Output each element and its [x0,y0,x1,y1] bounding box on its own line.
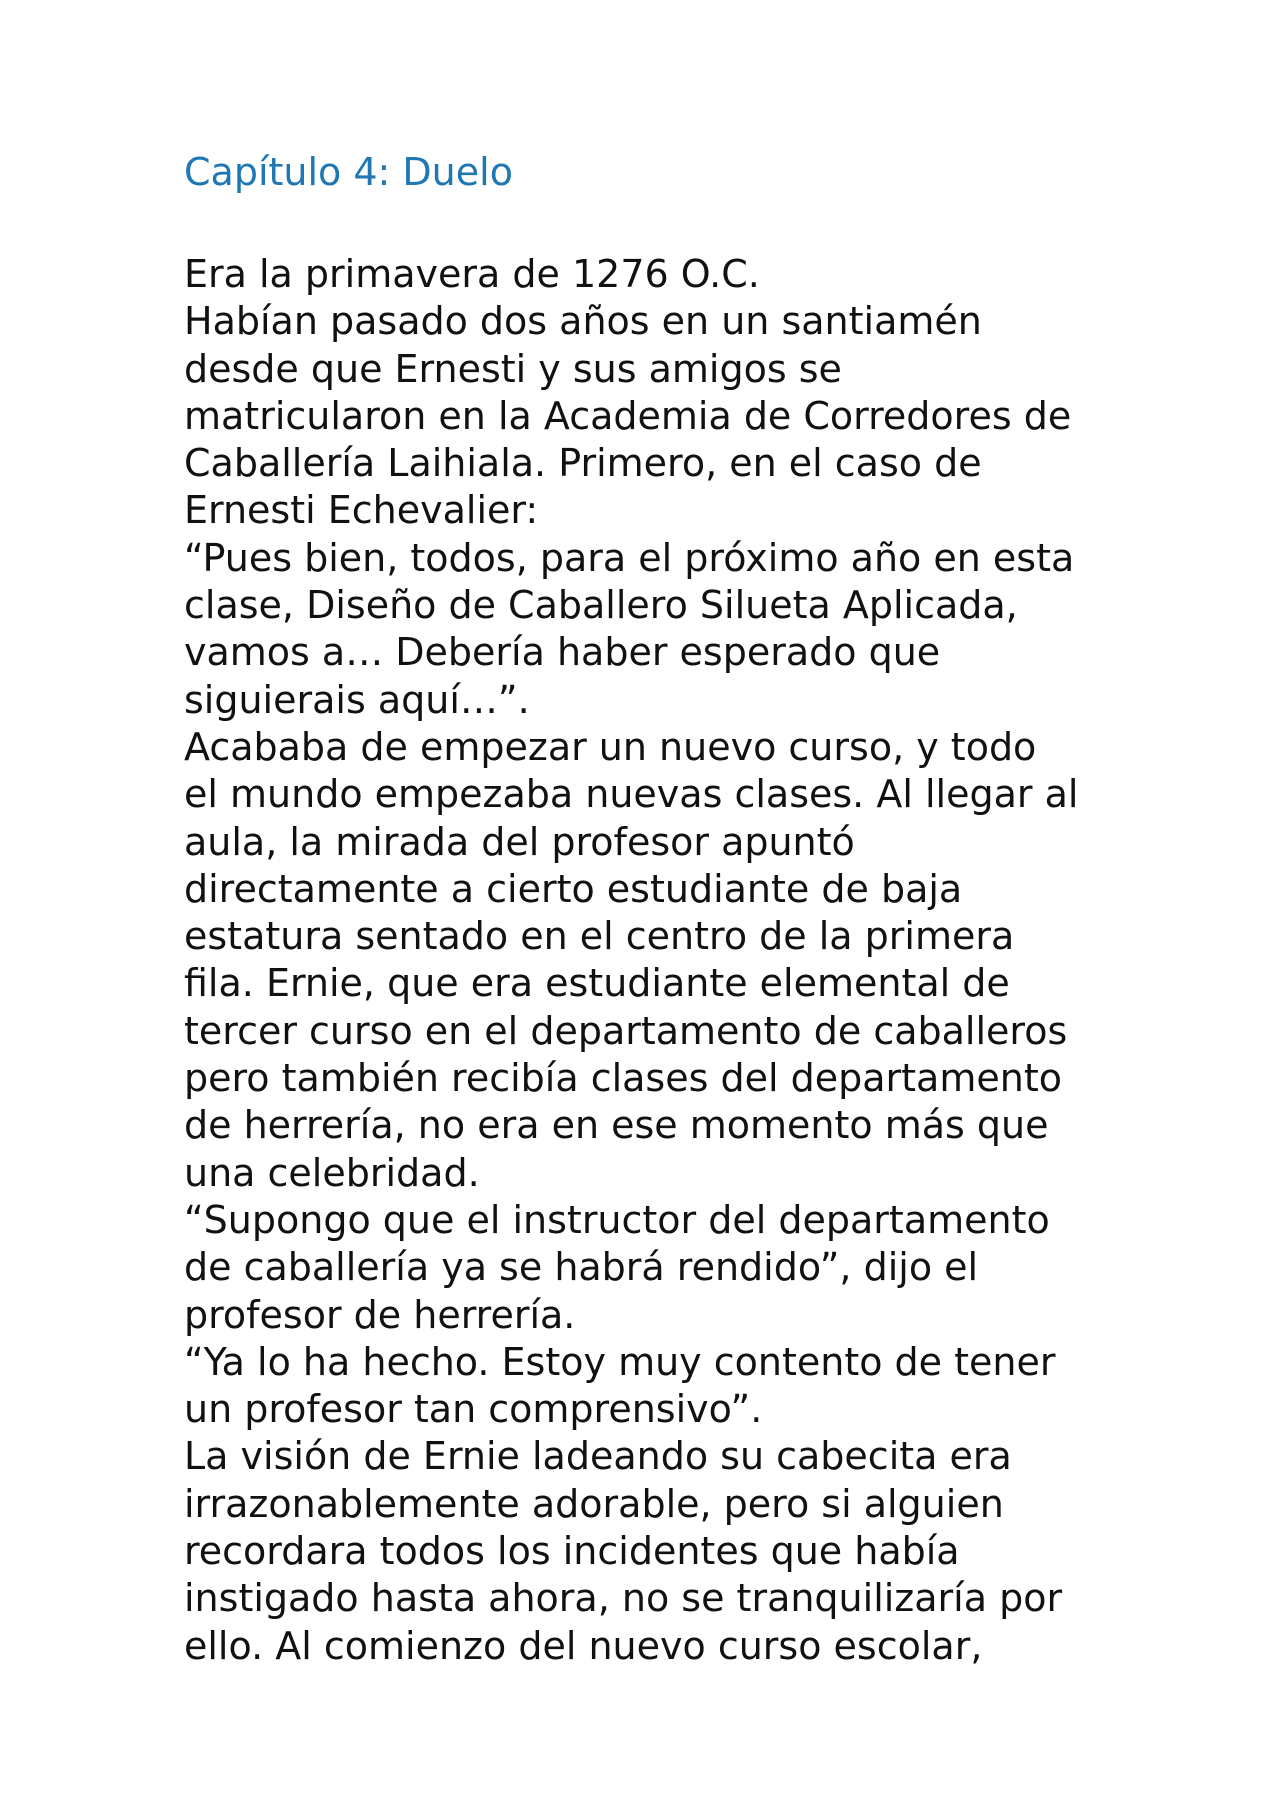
text-line: desde que Ernesti y sus amigos se [184,346,842,391]
text-line: Habían pasado dos años en un santiamén [184,299,982,344]
text-line: Caballería Laihiala. Primero, en el caso de [184,441,982,486]
text-line: irrazonablemente adorable, pero si alguien [184,1481,1004,1526]
text-line: Era la primavera de 1276 O.C. [184,252,760,296]
text-line: Ernesti Echevalier: [184,488,539,533]
text-line: matricularon en la Academia de Corredores de [184,393,1072,438]
text-line: de herrería, no era en ese momento más que [184,1103,1049,1148]
body-text [184,251,1124,1670]
text-line: instigado hasta ahora, no se tranquilizaría por [184,1576,1063,1621]
text-line: “Supongo que el instructor del departamento [184,1197,1050,1242]
text-line: ello. Al comienzo del nuevo curso escolar, [184,1623,983,1668]
text-line: pero también recibía clases del departamento [184,1056,1062,1101]
text-line: fila. Ernie, que era estudiante elemental de [184,961,1010,1006]
text-line: una celebridad. [184,1150,480,1195]
text-line: recordara todos los incidentes que había [184,1529,960,1574]
text-line: “Ya lo ha hecho. Estoy muy contento de tener [184,1339,1056,1384]
text-line: estatura sentado en el centro de la primera [184,914,1015,959]
text-line: tercer curso en el departamento de caballeros [184,1008,1068,1053]
text-line: de caballería ya se habrá rendido”, dijo el [184,1245,979,1290]
text-line: siguierais aquí…”. [184,677,530,722]
text-line: “Pues bien, todos, para el próximo año en esta [184,535,1075,580]
chapter-title: Capítulo 4: Duelo [184,150,513,194]
text-line: La visión de Ernie ladeando su cabecita era [184,1434,1012,1479]
text-line: aula, la mirada del profesor apuntó [184,819,855,864]
text-line: un profesor tan comprensivo”. [184,1387,763,1432]
text-line: directamente a cierto estudiante de baja [184,866,963,911]
text-line: vamos a… Debería haber esperado que [184,630,941,675]
text-line: Acababa de empezar un nuevo curso, y todo [184,724,1037,769]
text-line: clase, Diseño de Caballero Silueta Aplicada, [184,583,1018,628]
text-line: profesor de herrería. [184,1292,576,1337]
text-line: el mundo empezaba nuevas clases. Al llegar al [184,772,1079,817]
